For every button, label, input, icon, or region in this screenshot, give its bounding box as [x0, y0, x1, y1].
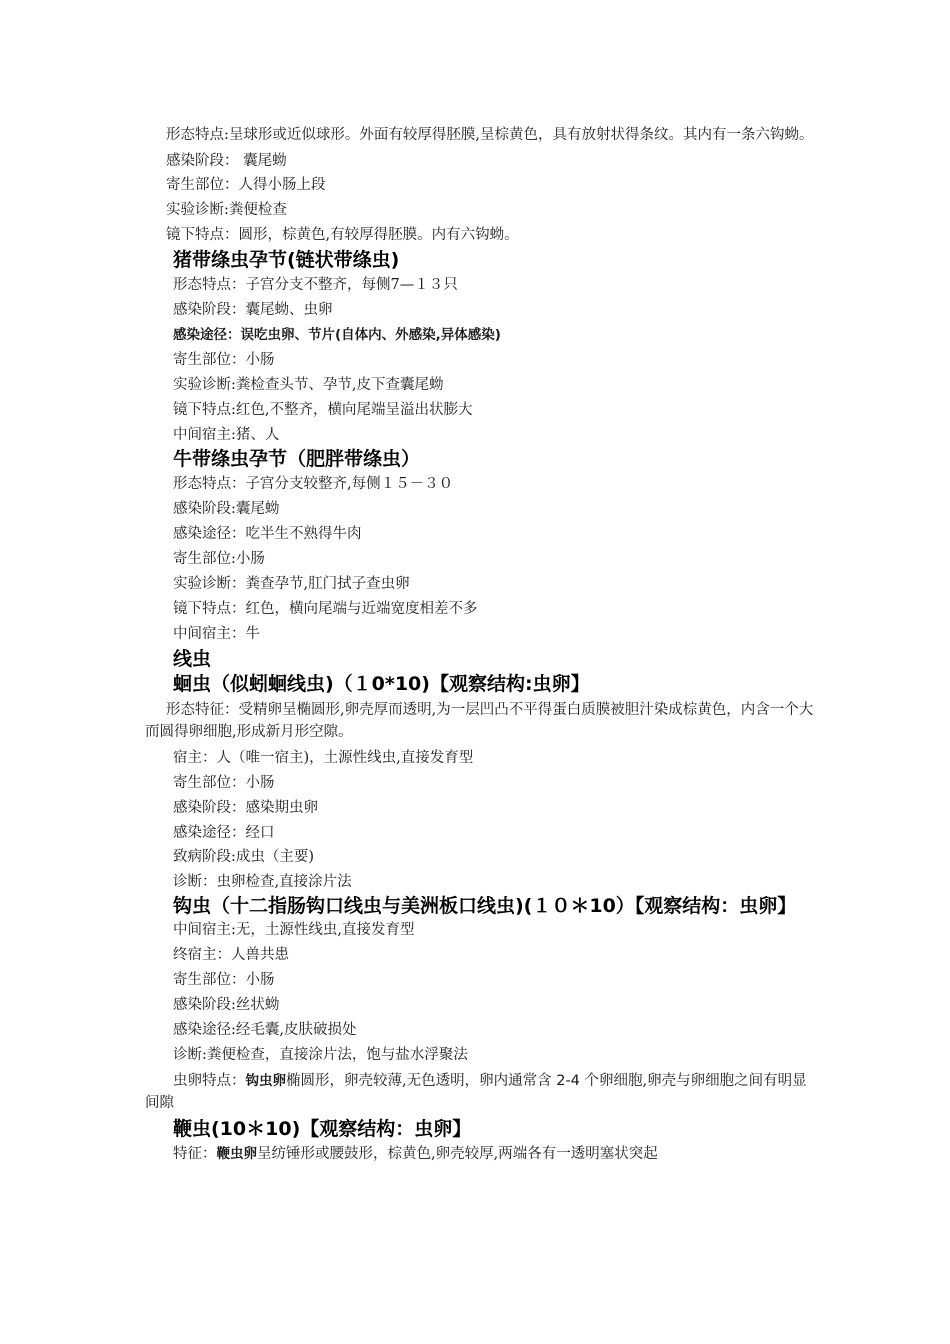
beef-stage-text: 感染阶段:囊尾蚴 [173, 501, 280, 518]
beef-microscopic-text: 镜下特点：红色，横向尾端与近端宽度相差不多 [173, 601, 478, 617]
hookworm-site-text: 寄生部位：小肠 [173, 972, 275, 989]
hookworm-intermediate-host-text: 中间宿主:无，土源性线虫,直接发育型 [173, 922, 415, 939]
pork-intermediate-host-text: 中间宿主:猪、人 [173, 426, 280, 443]
pork-diagnosis-text: 实验诊断:粪检查头节、孕节,皮下查囊尾蚴 [173, 376, 444, 393]
roundworm-host-text: 宿主：人（唯一宿主)，土源性线虫,直接发育型 [173, 749, 474, 766]
pork-morphology-text: 形态特点：子宫分支不整齐，每侧7—１３只 [173, 277, 458, 294]
heading-whipworm: 鞭虫(10＊10)【观察结构：虫卵】 [173, 1117, 472, 1140]
infection-stage-text: 感染阶段： 囊尾蚴 [166, 152, 287, 169]
heading-hookworm: 钩虫（十二指肠钩口线虫与美洲板口线虫)(１０＊10）【观察结构：虫卵】 [173, 895, 797, 918]
beef-site-text: 寄生部位:小肠 [173, 551, 265, 568]
roundworm-pathogenic-stage-text: 致病阶段:成虫（主要) [173, 849, 315, 866]
pork-stage-text: 感染阶段：囊尾蚴、虫卵 [173, 302, 333, 319]
roundworm-morphology-text: 形态特征：受精卵呈椭圆形,卵壳厚而透明,为一层凹凸不平得蛋白质膜被胆汁染成棕黄色，内含一个大而圆得卵细胞,形成新月形空隙。 [145, 701, 814, 741]
heading-nematodes: 线虫 [173, 647, 212, 670]
hookworm-egg-count: 2-4 [556, 1072, 580, 1089]
whipworm-feature-desc: 呈纺锤形或腰鼓形，棕黄色,卵壳较厚,两端各有一透明塞状突起 [257, 1145, 658, 1162]
hookworm-diagnosis-text: 诊断:粪便检查，直接涂片法，饱与盐水浮聚法 [173, 1046, 468, 1063]
beef-route-text: 感染途径：吃半生不熟得牛肉 [173, 526, 362, 543]
pork-site-text: 寄生部位：小肠 [173, 351, 275, 368]
hookworm-egg-term: 钩虫卵 [245, 1072, 286, 1089]
beef-morphology-text: 形态特点：子宫分支较整齐,每侧１５－３０ [173, 476, 454, 493]
pork-route-text: 感染途径：误吃虫卵、节片(自体内、外感染,异体感染) [173, 326, 501, 343]
beef-intermediate-host-text: 中间宿主：牛 [173, 625, 260, 642]
microscopic-features-text: 镜下特点：圆形，棕黄色,有较厚得胚膜。内有六钩蚴。 [166, 227, 519, 244]
whipworm-features [145, 1142, 815, 1167]
roundworm-diagnosis-text: 诊断：虫卵检查,直接涂片法 [173, 874, 352, 891]
heading-roundworm: 蛔虫（似蚓蛔线虫)（１0*10)【观察结构:虫卵】 [173, 672, 590, 695]
hookworm-egg-desc-pre: 椭圆形，卵壳较薄,无色透明，卵内通常含 [286, 1072, 552, 1089]
roundworm-site-text: 寄生部位：小肠 [173, 774, 275, 791]
hookworm-egg-desc-post: 个卵细胞,卵壳与卵细胞之间有明显间隙 [145, 1072, 807, 1112]
hookworm-stage-text: 感染阶段:丝状蚴 [173, 996, 280, 1013]
document-page [145, 122, 815, 1167]
whipworm-feature-label: 特征： [173, 1145, 217, 1162]
roundworm-route-text: 感染途径：经口 [173, 824, 275, 841]
lab-diagnosis-text: 实验诊断:粪便检查 [166, 202, 287, 219]
heading-pork-tapeworm-proglottid: 猪带绦虫孕节(链状带绦虫) [173, 249, 400, 272]
heading-beef-tapeworm-proglottid: 牛带绦虫孕节（肥胖带绦虫） [173, 448, 421, 471]
pork-microscopic-text: 镜下特点:红色,不整齐，横向尾端呈溢出状膨大 [173, 401, 473, 418]
hookworm-final-host-text: 终宿主：人兽共患 [173, 947, 289, 964]
egg-morphology-text: 形态特点:呈球形或近似球形。外面有较厚得胚膜,呈棕黄色，具有放射状得条纹。其内有一条六钩蚴。 [166, 127, 814, 143]
whipworm-egg-term: 鞭虫卵 [216, 1145, 257, 1162]
hookworm-route-text: 感染途径:经毛囊,皮肤破损处 [173, 1021, 357, 1038]
hookworm-egg-features [145, 1070, 815, 1115]
roundworm-stage-text: 感染阶段：感染期虫卵 [173, 799, 318, 816]
parasitic-site-text: 寄生部位：人得小肠上段 [166, 177, 326, 194]
hookworm-egg-label: 虫卵特点： [173, 1072, 246, 1089]
beef-diagnosis-text: 实验诊断：粪查孕节,肛门拭子查虫卵 [173, 576, 410, 593]
